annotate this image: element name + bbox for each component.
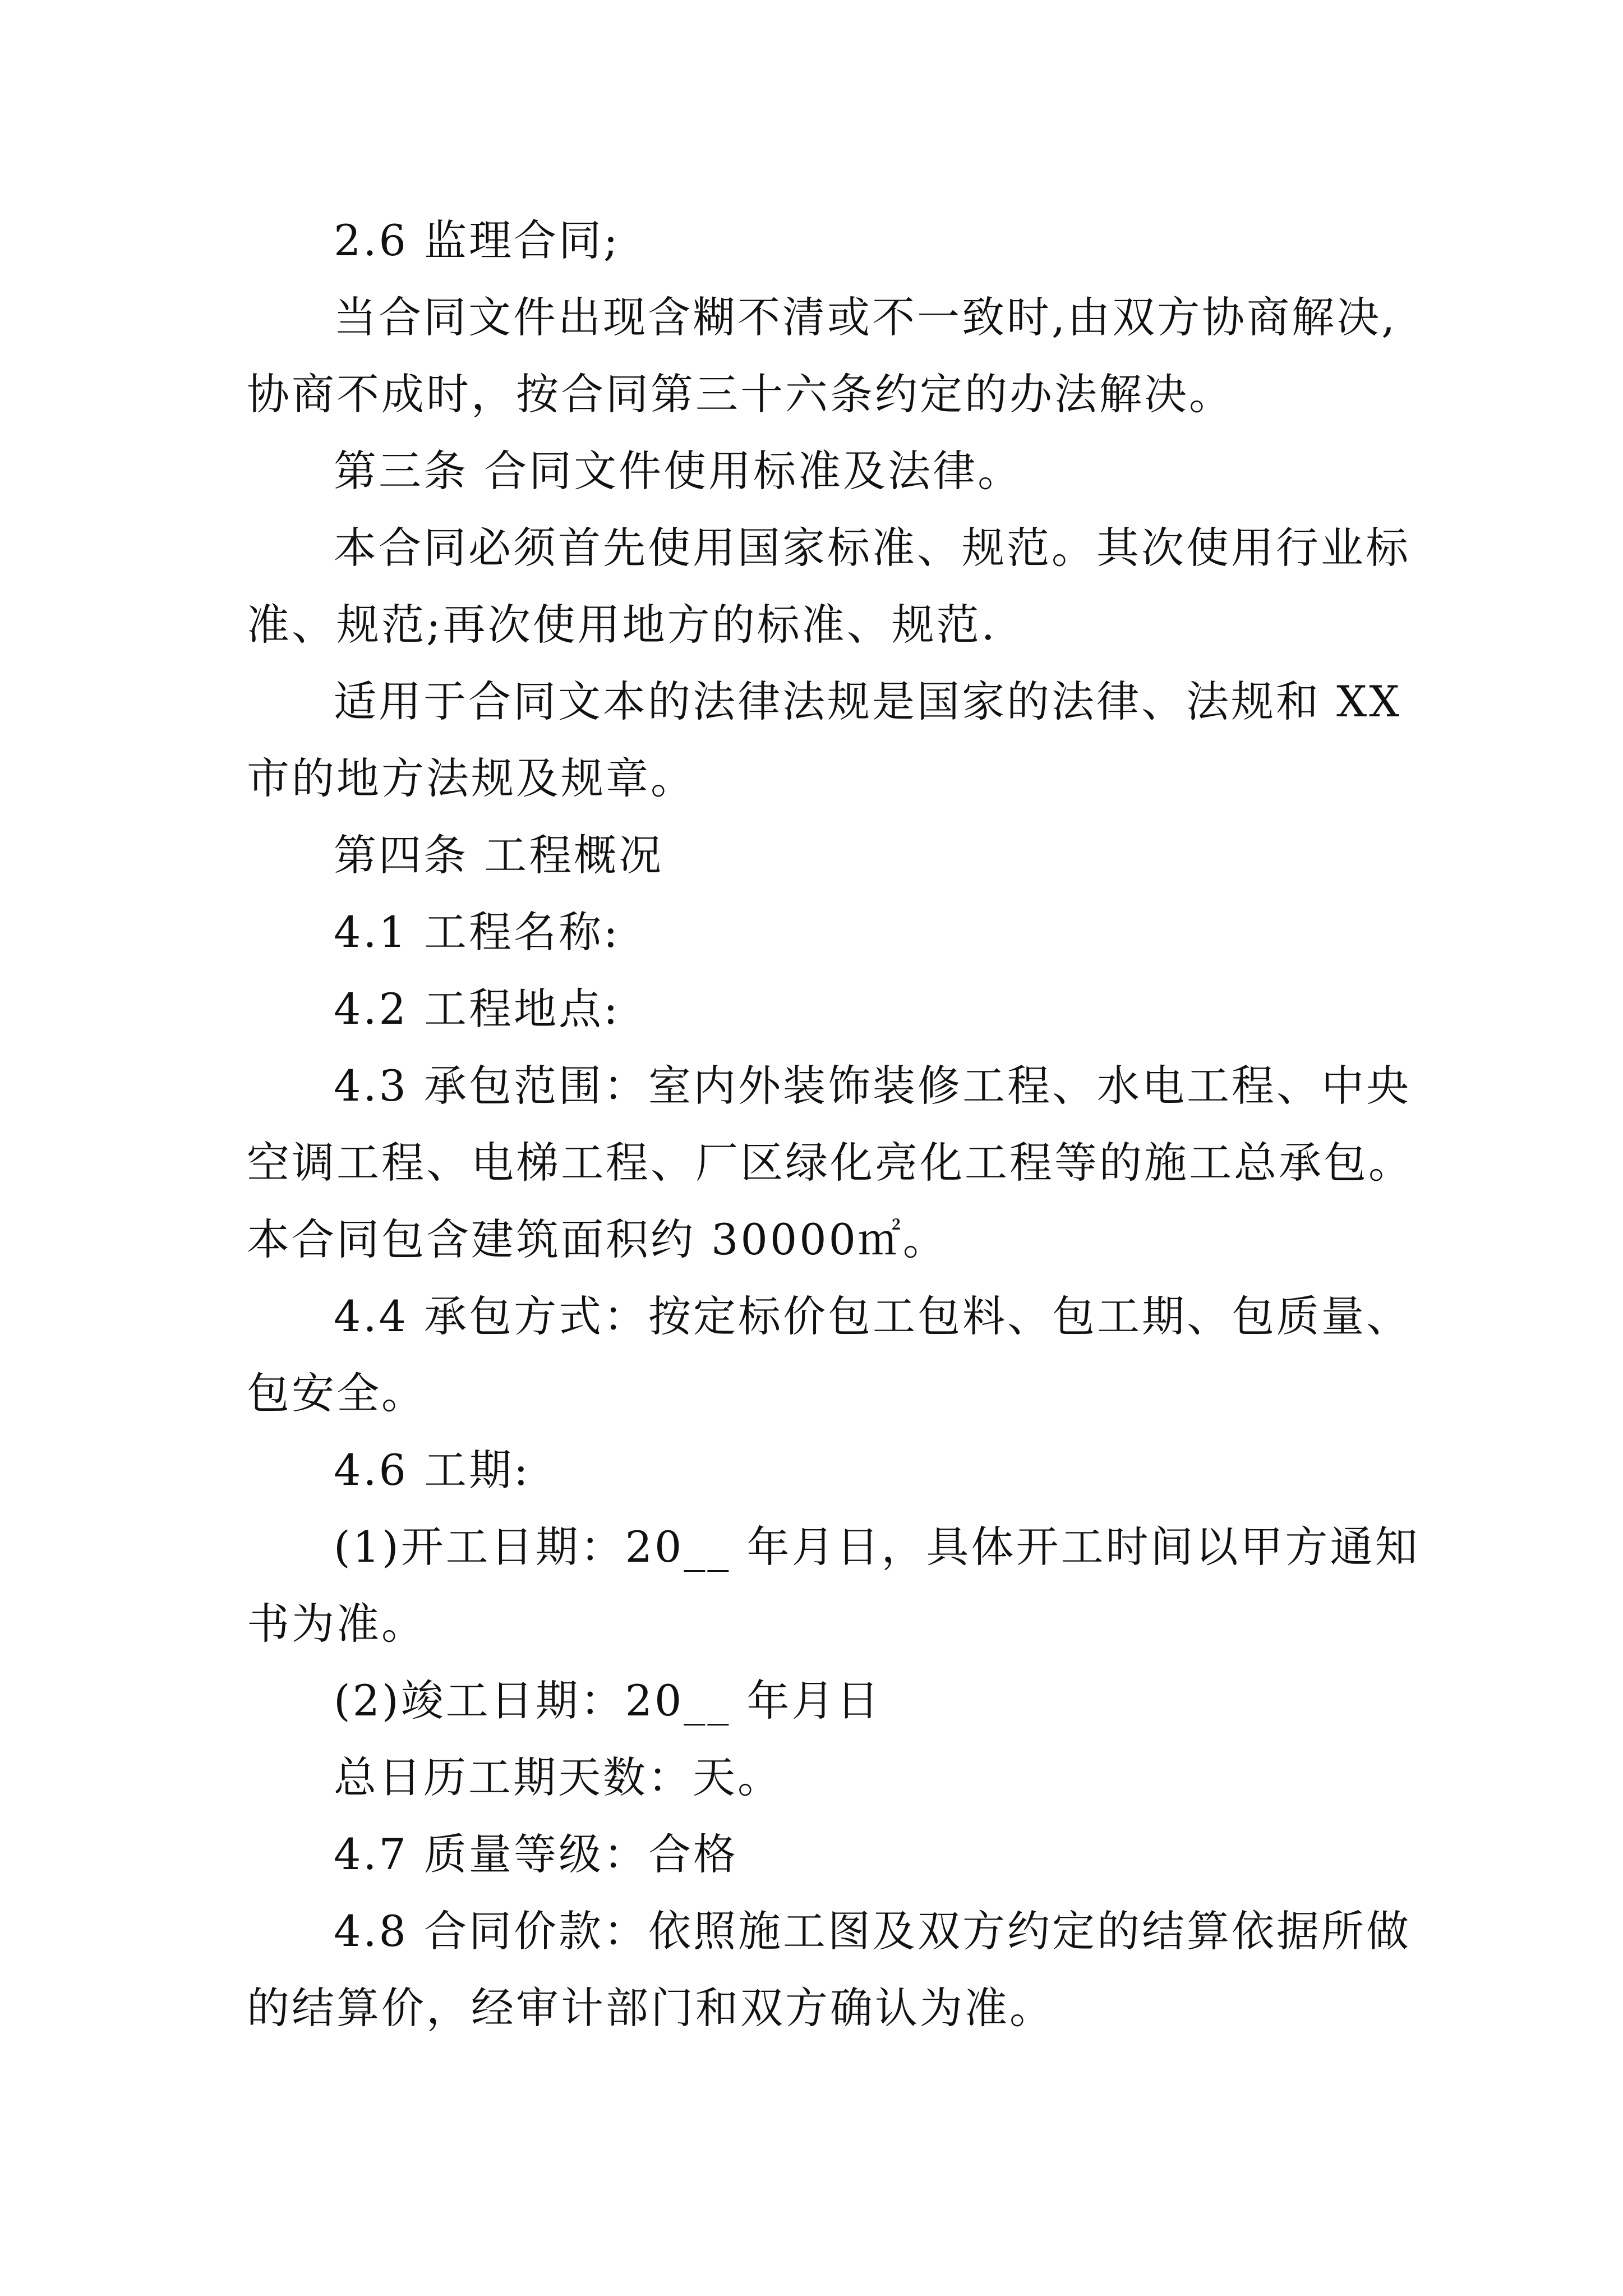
text-line: 4.3 承包范围：室内外装饰装修工程、水电工程、中央 bbox=[334, 1061, 1412, 1111]
text-line: 4.2 工程地点: bbox=[334, 984, 620, 1034]
text-line: 准、规范;再次使用地方的标准、规范. bbox=[247, 600, 997, 650]
text-line: 4.8 合同价款：依照施工图及双方约定的结算依据所做 bbox=[334, 1906, 1412, 1956]
section-heading: 第三条 合同文件使用标准及法律。 bbox=[334, 446, 1023, 496]
text-line: 适用于合同文本的法律法规是国家的法律、法规和 XX bbox=[334, 677, 1402, 726]
section-heading: 第四条 工程概况 bbox=[334, 830, 664, 880]
text-line: (2)竣工日期：20__ 年月日 bbox=[334, 1676, 882, 1726]
text-line: 市的地方法规及规章。 bbox=[247, 753, 695, 803]
document-body bbox=[247, 202, 1424, 2046]
text-line: 包安全。 bbox=[247, 1368, 426, 1418]
text-line: 本合同包含建筑面积约 30000㎡。 bbox=[247, 1214, 948, 1264]
text-line: 空调工程、电梯工程、厂区绿化亮化工程等的施工总承包。 bbox=[247, 1138, 1413, 1188]
text-line: 2.6 监理合同; bbox=[334, 215, 620, 265]
text-line: 总日历工期天数：天。 bbox=[334, 1752, 782, 1802]
text-line: (1)开工日期：20__ 年月日，具体开工时间以甲方通知 bbox=[334, 1522, 1420, 1572]
text-line: 4.1 工程名称: bbox=[334, 907, 620, 957]
text-line: 协商不成时，按合同第三十六条约定的办法解决。 bbox=[247, 369, 1234, 419]
text-line: 4.6 工期: bbox=[334, 1445, 531, 1495]
text-line: 的结算价，经审计部门和双方确认为准。 bbox=[247, 1983, 1054, 2033]
text-line: 书为准。 bbox=[247, 1599, 426, 1649]
text-line: 当合同文件出现含糊不清或不一致时,由双方协商解决, bbox=[334, 292, 1398, 342]
text-line: 4.7 质量等级：合格 bbox=[334, 1829, 739, 1879]
text-line: 4.4 承包方式：按定标价包工包料、包工期、包质量、 bbox=[334, 1291, 1412, 1341]
text-line: 本合同必须首先使用国家标准、规范。其次使用行业标 bbox=[334, 523, 1410, 573]
